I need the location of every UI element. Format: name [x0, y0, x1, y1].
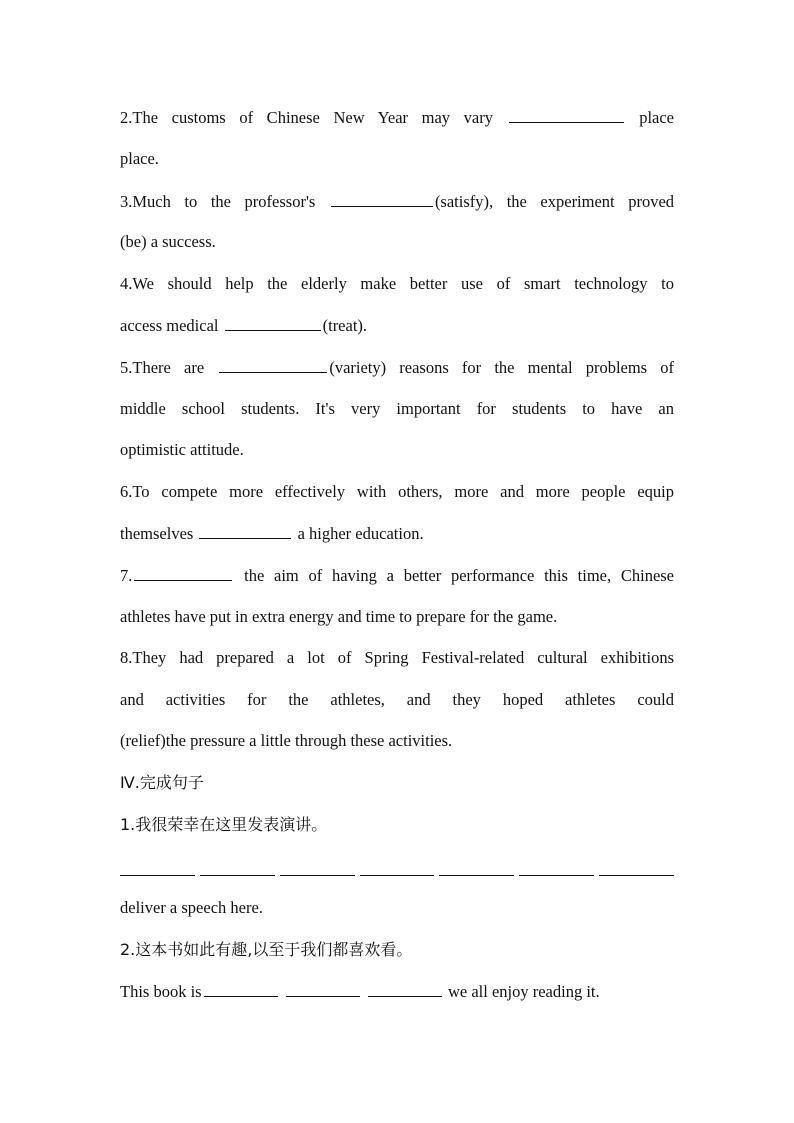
- s4-q1-blanks: [120, 860, 674, 876]
- s4-q1-chinese: 1.我很荣幸在这里发表演讲。: [120, 815, 328, 834]
- s4-q2-chinese: 2.这本书如此有趣,以至于我们都喜欢看。: [120, 940, 413, 959]
- q5-line1: 5.There are (variety) reasons for the mental problems of: [120, 358, 675, 377]
- q8-line2: and activities for the athletes, and they hoped athletes could: [120, 690, 674, 709]
- q8-line1: 8.They had prepared a lot of Spring Festival-related cultural exhibitions: [120, 648, 674, 667]
- s4-q2-blank[interactable]: [368, 981, 442, 997]
- s4-q1-blank[interactable]: [439, 860, 514, 876]
- q5-line2: middle school students. It's very important for students to have an: [120, 399, 674, 418]
- s4-q1-blank[interactable]: [599, 860, 674, 876]
- s4-q1-english: deliver a speech here.: [120, 898, 263, 917]
- q7-line1: 7. the aim of having a better performance this time, Chinese: [120, 566, 675, 585]
- section-heading: Ⅳ.完成句子: [120, 773, 204, 792]
- s4-q1-blank[interactable]: [280, 860, 355, 876]
- q6-line2: themselves a higher education.: [120, 524, 424, 543]
- q7-blank[interactable]: [134, 565, 232, 581]
- s4-q1-blank[interactable]: [519, 860, 594, 876]
- q4-blank[interactable]: [225, 315, 321, 331]
- q2-line1: 2.The customs of Chinese New Year may vary place: [120, 108, 674, 127]
- s4-q1-blank[interactable]: [200, 860, 275, 876]
- s4-q2-english: This book is we all enjoy reading it.: [120, 982, 600, 1001]
- q8-line3: (relief)the pressure a little through these activities.: [120, 731, 453, 750]
- s4-q1-blank[interactable]: [120, 860, 195, 876]
- q5-blank[interactable]: [219, 357, 327, 373]
- q2-line2: place.: [120, 149, 159, 168]
- q3-line1: 3.Much to the professor's (satisfy), the experiment proved: [120, 192, 675, 211]
- q4-line1: 4.We should help the elderly make better use of smart technology to: [120, 274, 674, 293]
- s4-q1-blank[interactable]: [360, 860, 435, 876]
- s4-q2-blank[interactable]: [204, 981, 278, 997]
- q7-line2: athletes have put in extra energy and time to prepare for the game.: [120, 607, 558, 626]
- q3-blank[interactable]: [331, 191, 433, 207]
- q6-line1: 6.To compete more effectively with others, more and more people equip: [120, 482, 674, 501]
- q6-blank[interactable]: [199, 523, 291, 539]
- q2-blank[interactable]: [509, 107, 624, 123]
- q5-line3: optimistic attitude.: [120, 440, 244, 459]
- s4-q2-blank[interactable]: [286, 981, 360, 997]
- q3-line2: (be) a success.: [120, 232, 216, 251]
- q4-line2: access medical (treat).: [120, 316, 368, 335]
